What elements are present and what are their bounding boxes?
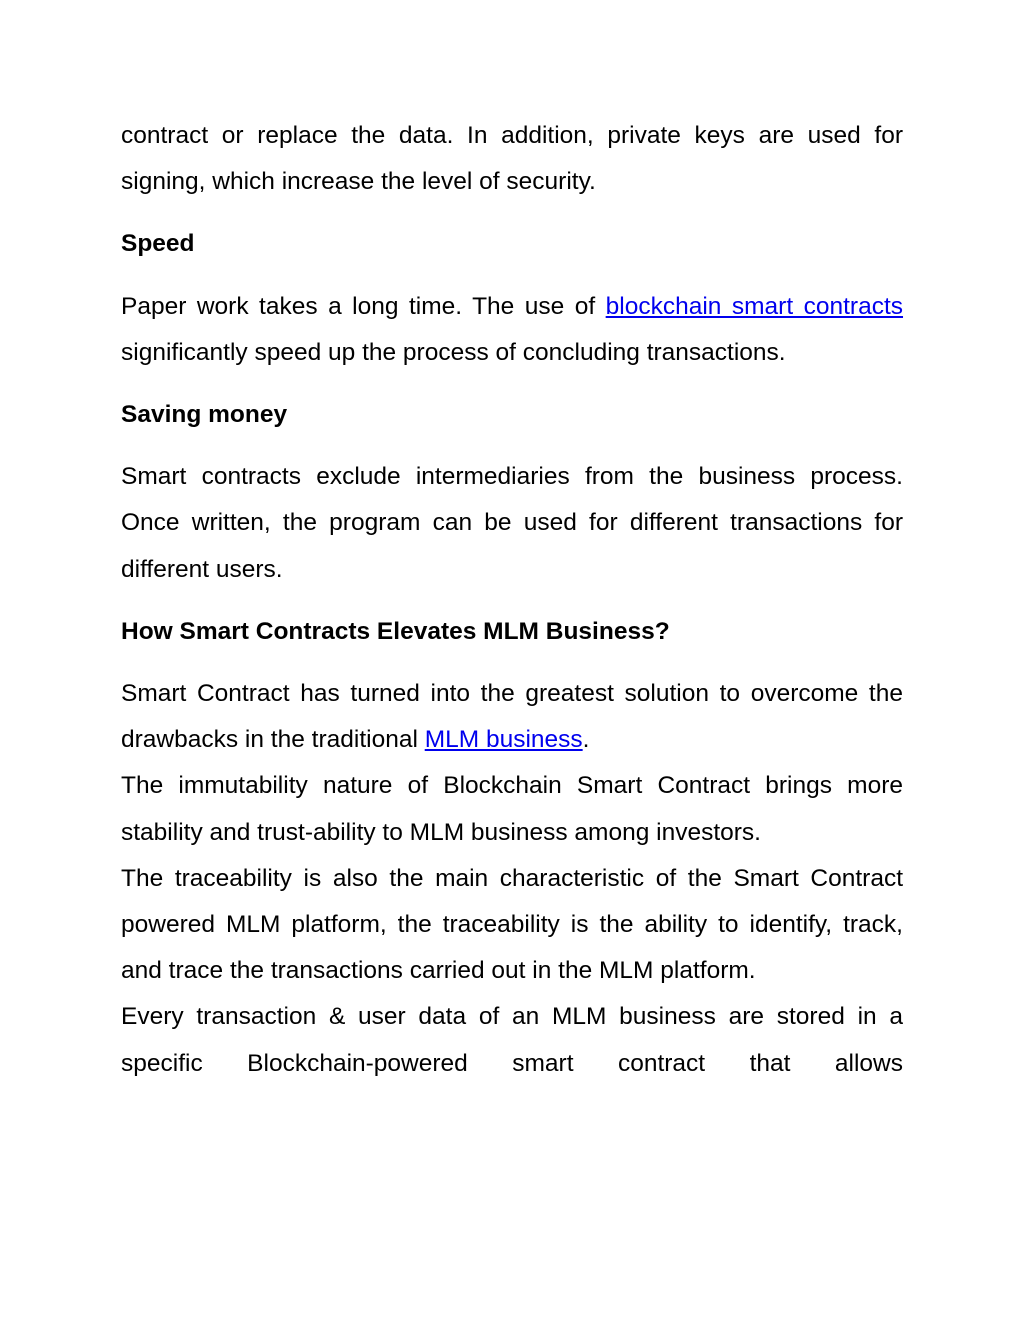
saving-money-heading: Saving money (121, 401, 288, 429)
saving-money-paragraph: Smart contracts exclude intermediaries from the business process. Once written, the program can be used for different transactions for different users. (121, 463, 903, 583)
mlm-heading: How Smart Contracts Elevates MLM Business? (121, 617, 670, 645)
intro-paragraph: contract or replace the data. In addition, private keys are used for signing, which increase the level of security. (121, 122, 903, 196)
speed-heading: Speed (121, 230, 195, 258)
speed-text-before: Paper work takes a long time. The use of (121, 292, 606, 320)
blockchain-smart-contracts-link[interactable]: blockchain smart contracts (605, 292, 904, 320)
document-page (121, 113, 903, 1087)
mlm-paragraph-3: The traceability is also the main characteristic of the Smart Contract powered MLM platform, the traceability is the ability to identify, track, and trace the transactions carried out in the MLM platform. (121, 864, 903, 985)
mlm-paragraph-1 (121, 671, 903, 763)
speed-text-after: significantly speed up the process of concluding transactions. (121, 338, 786, 366)
mlm-business-link[interactable]: MLM business (424, 726, 583, 754)
mlm-paragraph-2: The immutability nature of Blockchain Smart Contract brings more stability and trust-ability to MLM business among investors. (121, 772, 903, 846)
mlm-p1-before: Smart Contract has turned into the greatest solution to overcome the drawbacks in the traditional (121, 680, 903, 754)
mlm-p1-after: . (582, 726, 590, 754)
mlm-paragraph-4: Every transaction & user data of an MLM business are stored in a specific Blockchain-powered smart contract that allows (121, 1003, 903, 1077)
speed-paragraph (121, 284, 903, 376)
